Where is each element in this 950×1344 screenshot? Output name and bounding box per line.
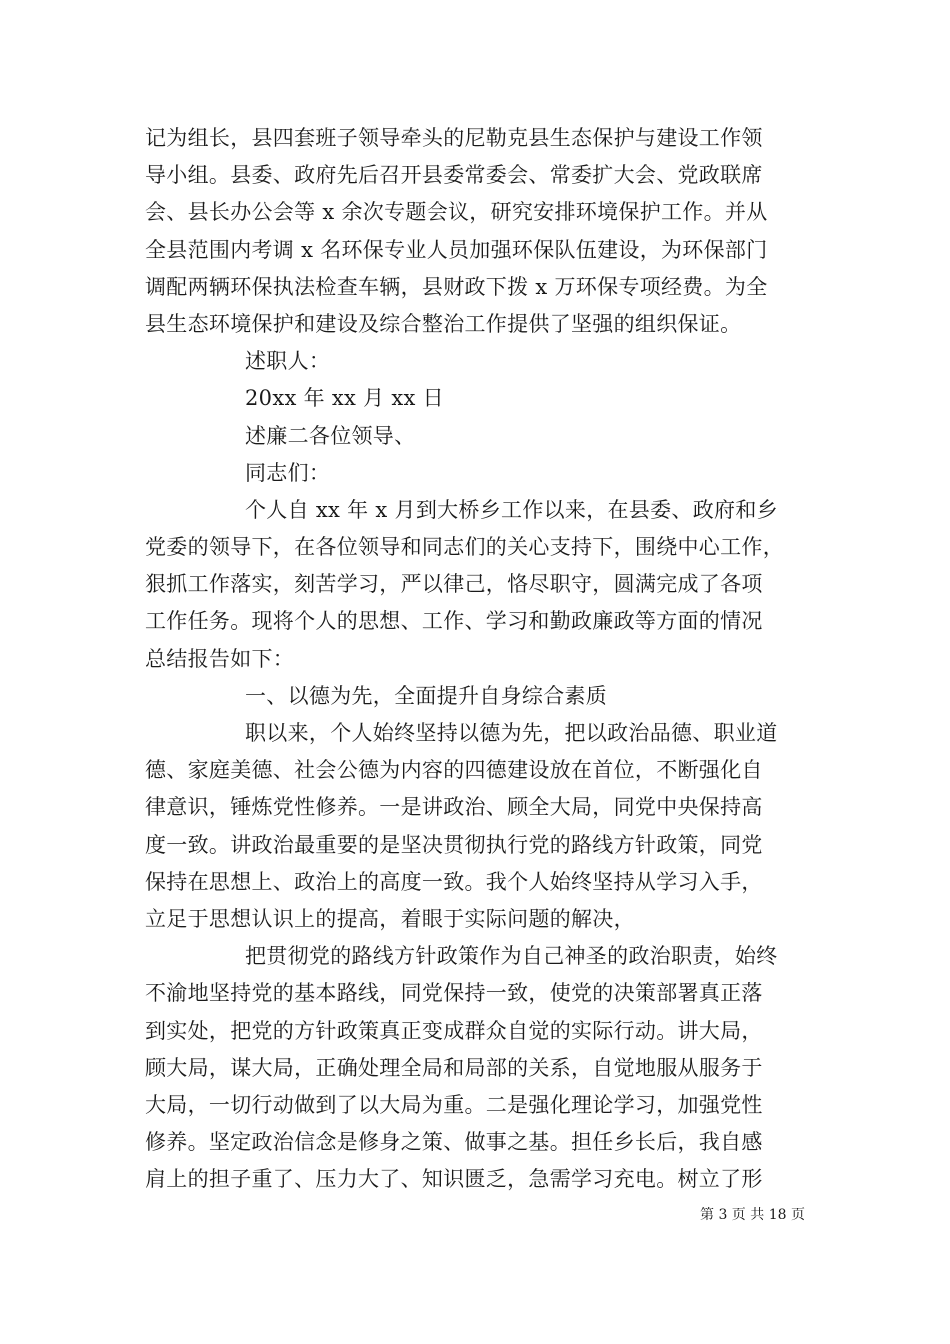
text-line: 律意识，锤炼党性修养。一是讲政治、顾全大局，同党中央保持高 bbox=[145, 795, 763, 820]
text-line: 调配两辆环保执法检查车辆，县财政下拨 x 万环保专项经费。为全 bbox=[145, 274, 768, 299]
text-line: 全县范围内考调 x 名环保专业人员加强环保队伍建设，为环保部门 bbox=[145, 237, 768, 262]
text-line: 德、家庭美德、社会公德为内容的四德建设放在首位，不断强化自 bbox=[145, 758, 763, 783]
text-line: 肩上的担子重了、压力大了、知识匮乏，急需学习充电。树立了形 bbox=[145, 1167, 763, 1192]
signature-date: 20xx 年 xx 月 xx 日 bbox=[245, 386, 444, 411]
document-body bbox=[145, 120, 815, 1198]
text-line: 总结报告如下： bbox=[145, 646, 295, 671]
text-line: 度一致。讲政治最重要的是坚决贯彻执行党的路线方针政策，同党 bbox=[145, 832, 763, 857]
text-line: 记为组长，县四套班子领导牵头的尼勒克县生态保护与建设工作领 bbox=[145, 126, 763, 150]
page-number-footer: 第 3 页 共 18 页 bbox=[700, 1207, 805, 1223]
text-line: 保持在思想上、政治上的高度一致。我个人始终坚持从学习入手， bbox=[145, 869, 763, 894]
text-line: 把贯彻党的路线方针政策作为自己神圣的政治职责，始终 bbox=[245, 944, 778, 969]
text-line: 个人自 xx 年 x 月到大桥乡工作以来，在县委、政府和乡 bbox=[245, 497, 778, 522]
text-line: 工作任务。现将个人的思想、工作、学习和勤政廉政等方面的情况 bbox=[145, 609, 763, 634]
salutation: 同志们： bbox=[245, 460, 331, 485]
text-line: 职以来，个人始终坚持以德为先，把以政治品德、职业道 bbox=[245, 721, 778, 745]
text-line: 狠抓工作落实，刻苦学习，严以律己，恪尽职守，圆满完成了各项 bbox=[145, 572, 763, 597]
text-line: 顾大局，谋大局，正确处理全局和局部的关系，自觉地服从服务于 bbox=[145, 1055, 763, 1080]
signature-label: 述职人： bbox=[245, 349, 331, 374]
text-line: 县生态环境保护和建设及综合整治工作提供了坚强的组织保证。 bbox=[145, 311, 742, 336]
text-line: 党委的领导下，在各位领导和同志们的关心支持下，围绕中心工作， bbox=[145, 535, 784, 560]
text-line: 导小组。县委、政府先后召开县委常委会、常委扩大会、党政联席 bbox=[145, 163, 763, 188]
text-line: 会、县长办公会等 x 余次专题会议，研究安排环境保护工作。并从 bbox=[145, 200, 768, 225]
text-line: 修养。坚定政治信念是修身之策、做事之基。担任乡长后，我自感 bbox=[145, 1130, 763, 1155]
text-line: 到实处，把党的方针政策真正变成群众自觉的实际行动。讲大局， bbox=[145, 1018, 763, 1043]
text-line: 不渝地坚持党的基本路线，同党保持一致，使党的决策部署真正落 bbox=[145, 981, 763, 1006]
text-line: 立足于思想认识上的提高，着眼于实际问题的解决， bbox=[145, 906, 635, 931]
section-heading: 述廉二各位领导、 bbox=[245, 423, 416, 448]
text-line: 大局，一切行动做到了以大局为重。二是强化理论学习，加强党性 bbox=[145, 1092, 763, 1117]
section-heading: 一、以德为先，全面提升自身综合素质 bbox=[245, 683, 608, 708]
